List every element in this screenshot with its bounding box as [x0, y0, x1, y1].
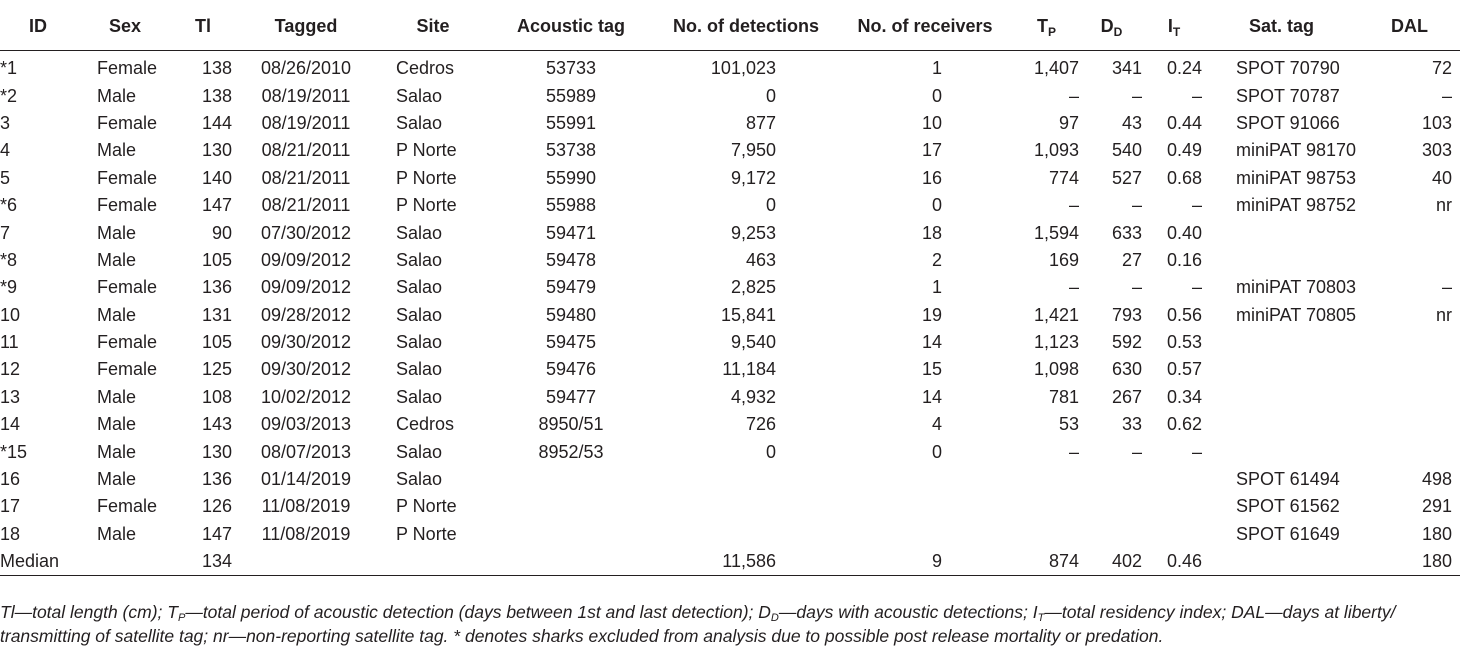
- cell-sat-tag: [1204, 329, 1359, 356]
- cell-dd: 633: [1111, 222, 1142, 243]
- cell-tagged-date: 07/30/2012: [260, 222, 352, 243]
- cell-tagged-date: 08/19/2011: [261, 85, 351, 106]
- cell-sat-tag: [1204, 219, 1359, 246]
- cell-detections: 101,023: [710, 58, 776, 79]
- cell-tp: 1,407: [1033, 58, 1079, 79]
- cell-sat-tag: [1204, 247, 1359, 274]
- cell-it: –: [1191, 195, 1202, 216]
- cell-dal: [1359, 247, 1460, 274]
- cell-it: [1144, 493, 1204, 520]
- cell-dal: 72: [1431, 58, 1452, 79]
- cell-id: 3: [0, 112, 11, 133]
- cell-id: 16: [0, 469, 21, 490]
- cell-total-length: 105: [201, 249, 232, 270]
- cell-tp: 1,093: [1033, 140, 1079, 161]
- cell-tp: –: [1068, 85, 1079, 106]
- cell-total-length: 108: [201, 386, 232, 407]
- cell-receivers: 1: [931, 58, 942, 79]
- cell-sex: Male: [97, 222, 137, 243]
- header-acoustic-tag: Acoustic tag: [486, 8, 656, 51]
- footnote-part-3: —days with acoustic detections; I: [778, 602, 1038, 622]
- table-row: [0, 411, 1460, 438]
- cell-id: *1: [0, 58, 18, 79]
- cell-it: 0.46: [1144, 548, 1204, 576]
- cell-it: –: [1191, 85, 1202, 106]
- cell-dd: 540: [1111, 140, 1142, 161]
- cell-it: 0.40: [1166, 222, 1202, 243]
- cell-detections: 877: [745, 112, 776, 133]
- cell-it: 0.44: [1166, 112, 1202, 133]
- cell-sex: Female: [97, 332, 158, 353]
- footnote-sub-2: D: [770, 612, 779, 624]
- cell-dal: [1359, 329, 1460, 356]
- table-row: [0, 438, 1460, 465]
- cell-detections: [656, 521, 836, 548]
- table-row: [0, 219, 1460, 246]
- cell-dd: 527: [1111, 167, 1142, 188]
- cell-dd: 341: [1111, 58, 1142, 79]
- cell-id: *9: [0, 277, 18, 298]
- cell-id: 7: [0, 222, 11, 243]
- header-site: Site: [380, 8, 486, 51]
- cell-id: 13: [0, 386, 21, 407]
- cell-site: P Norte: [396, 496, 457, 517]
- cell-receivers: 1: [931, 277, 942, 298]
- cell-sat-tag: SPOT 61649: [1236, 523, 1340, 544]
- cell-receivers: 16: [921, 167, 942, 188]
- cell-dal: 303: [1421, 140, 1452, 161]
- cell-site: Salao: [396, 222, 443, 243]
- cell-sex: Female: [97, 277, 158, 298]
- header-dd-main: D: [1100, 15, 1114, 36]
- cell-it: –: [1191, 277, 1202, 298]
- cell-it: 0.16: [1166, 249, 1202, 270]
- cell-dal: nr: [1435, 195, 1452, 216]
- cell-site: Cedros: [396, 414, 455, 435]
- cell-site: P Norte: [396, 195, 457, 216]
- cell-detections: [656, 493, 836, 520]
- table-row: [0, 137, 1460, 164]
- cell-id: 17: [0, 496, 21, 517]
- cell-receivers: 0: [931, 85, 942, 106]
- cell-dal: [1359, 219, 1460, 246]
- cell-acoustic-tag: [486, 521, 656, 548]
- cell-total-length: 125: [201, 359, 232, 380]
- cell-tagged-date: 09/03/2013: [260, 414, 352, 435]
- cell-dal: 103: [1421, 112, 1452, 133]
- cell-dd: 402: [1079, 548, 1144, 576]
- cell-detections: 9,172: [730, 167, 776, 188]
- cell-tp: 781: [1048, 386, 1079, 407]
- footnote-sub-3: T: [1037, 612, 1045, 624]
- cell-id: 10: [0, 304, 21, 325]
- cell-sex: Female: [97, 195, 158, 216]
- cell-dd: 793: [1111, 304, 1142, 325]
- cell-site: P Norte: [396, 140, 457, 161]
- cell-site: Salao: [396, 249, 443, 270]
- cell-acoustic-tag: 55991: [545, 112, 597, 133]
- cell-dd: –: [1131, 277, 1142, 298]
- cell-receivers: [836, 521, 1014, 548]
- cell-sat-tag: [1204, 411, 1359, 438]
- cell-site: Salao: [396, 332, 443, 353]
- cell-tagged-date: 08/21/2011: [261, 167, 351, 188]
- cell-tagged-date: 01/14/2019: [260, 469, 352, 490]
- header-it-sub: T: [1172, 24, 1181, 39]
- cell-dal: [1359, 356, 1460, 383]
- table-row: [0, 521, 1460, 548]
- cell-dd: 33: [1121, 414, 1142, 435]
- cell-sat-tag: miniPAT 70805: [1236, 304, 1357, 325]
- cell-dd: [1079, 493, 1144, 520]
- cell-total-length: 134: [174, 548, 232, 576]
- table-row: [0, 302, 1460, 329]
- cell-tp: –: [1068, 277, 1079, 298]
- cell-total-length: 143: [201, 414, 232, 435]
- cell-tp: 1,421: [1033, 304, 1079, 325]
- cell-it: 0.62: [1166, 414, 1202, 435]
- header-it-main: I: [1167, 15, 1173, 36]
- cell-receivers: 0: [931, 441, 942, 462]
- cell-acoustic-tag: [486, 466, 656, 493]
- cell-tagged-date: 09/30/2012: [260, 332, 352, 353]
- cell-tp: –: [1068, 441, 1079, 462]
- cell-sat-tag: miniPAT 70803: [1236, 277, 1357, 298]
- cell-it: 0.49: [1166, 140, 1202, 161]
- header-tp-main: T: [1036, 15, 1048, 36]
- cell-total-length: 130: [201, 140, 232, 161]
- table-row: [0, 493, 1460, 520]
- cell-tagged-date: 11/08/2019: [261, 523, 351, 544]
- cell-site: Salao: [396, 85, 443, 106]
- cell-dal: [1359, 411, 1460, 438]
- cell-tagged-date: [232, 548, 380, 576]
- cell-sat-tag: SPOT 70787: [1236, 85, 1340, 106]
- cell-receivers: 15: [921, 359, 942, 380]
- cell-receivers: 0: [931, 195, 942, 216]
- cell-dal: 40: [1431, 167, 1452, 188]
- cell-tp: –: [1068, 195, 1079, 216]
- cell-detections: [656, 466, 836, 493]
- table-footnote: [0, 600, 1455, 648]
- cell-tagged-date: 08/21/2011: [261, 140, 351, 161]
- header-it: [1144, 8, 1204, 51]
- header-dd-sub: D: [1113, 24, 1123, 39]
- cell-dd: 267: [1111, 386, 1142, 407]
- cell-tagged-date: 08/07/2013: [260, 441, 352, 462]
- cell-receivers: 4: [931, 414, 942, 435]
- cell-detections: 463: [745, 249, 776, 270]
- cell-dal: [1359, 438, 1460, 465]
- footnote-part-5: transmitting of satellite tag; nr—non-reporting satellite tag. * denotes sharks excluded from analysis due to possible post release mortality or predation.: [0, 626, 1164, 646]
- cell-it: 0.53: [1166, 332, 1202, 353]
- cell-tp: [1014, 521, 1079, 548]
- cell-receivers: 2: [931, 249, 942, 270]
- cell-tagged-date: 09/09/2012: [260, 249, 352, 270]
- cell-id: 14: [0, 414, 21, 435]
- cell-sat-tag: [1204, 384, 1359, 411]
- cell-tp: 1,123: [1033, 332, 1079, 353]
- cell-tp: 169: [1048, 249, 1079, 270]
- cell-acoustic-tag: 59475: [545, 332, 597, 353]
- cell-detections: 11,586: [656, 548, 836, 576]
- cell-id: *6: [0, 195, 18, 216]
- cell-detections: 9,540: [730, 332, 776, 353]
- cell-detections: 7,950: [730, 140, 776, 161]
- cell-sex: Female: [97, 359, 158, 380]
- cell-id: 18: [0, 523, 21, 544]
- cell-dal: –: [1441, 85, 1452, 106]
- cell-total-length: 144: [201, 112, 232, 133]
- cell-dal: nr: [1435, 304, 1452, 325]
- cell-receivers: 10: [921, 112, 942, 133]
- cell-dal: [1359, 384, 1460, 411]
- cell-sex: Male: [97, 441, 137, 462]
- cell-dd: 27: [1121, 249, 1142, 270]
- cell-sex: [76, 548, 174, 576]
- cell-total-length: 130: [201, 441, 232, 462]
- cell-tp: 1,594: [1033, 222, 1079, 243]
- cell-acoustic-tag: 59479: [545, 277, 597, 298]
- table-row: [0, 356, 1460, 383]
- cell-id: 12: [0, 359, 21, 380]
- cell-site: Salao: [396, 386, 443, 407]
- cell-detections: 0: [765, 85, 776, 106]
- cell-receivers: 14: [921, 386, 942, 407]
- cell-tagged-date: 08/21/2011: [261, 195, 351, 216]
- table-row: [0, 466, 1460, 493]
- median-row: [0, 548, 1460, 576]
- cell-sat-tag: SPOT 61494: [1236, 469, 1340, 490]
- cell-site: Salao: [396, 469, 443, 490]
- cell-dd: 592: [1111, 332, 1142, 353]
- cell-site: Cedros: [396, 58, 455, 79]
- footnote-part-1: Tl—total length (cm); T: [0, 602, 178, 622]
- footnote-part-2: —total period of acoustic detection (days between 1st and last detection); D: [185, 602, 771, 622]
- cell-dal: 498: [1421, 469, 1452, 490]
- table-row: [0, 247, 1460, 274]
- cell-id: 11: [0, 332, 19, 353]
- cell-receivers: [836, 466, 1014, 493]
- cell-total-length: 136: [201, 469, 232, 490]
- cell-dal: 180: [1421, 523, 1452, 544]
- cell-acoustic-tag: 8952/53: [538, 441, 604, 462]
- cell-it: [1144, 466, 1204, 493]
- cell-receivers: 14: [921, 332, 942, 353]
- cell-it: 0.56: [1166, 304, 1202, 325]
- cell-tagged-date: 08/26/2010: [260, 58, 352, 79]
- cell-site: Salao: [396, 304, 443, 325]
- cell-dal: 291: [1421, 496, 1452, 517]
- cell-sex: Male: [97, 140, 137, 161]
- cell-dd: 43: [1121, 112, 1142, 133]
- table-row: [0, 51, 1460, 83]
- header-sat-tag: Sat. tag: [1204, 8, 1359, 51]
- cell-total-length: 138: [201, 85, 232, 106]
- header-detections: No. of detections: [656, 8, 836, 51]
- cell-acoustic-tag: 59480: [545, 304, 597, 325]
- header-sex: Sex: [76, 8, 174, 51]
- shark-tagging-table: [0, 8, 1460, 576]
- cell-detections: 4,932: [730, 386, 776, 407]
- cell-acoustic-tag: 55990: [545, 167, 597, 188]
- cell-sat-tag: SPOT 91066: [1236, 112, 1340, 133]
- cell-acoustic-tag: 55988: [545, 195, 597, 216]
- cell-tp: 53: [1058, 414, 1079, 435]
- cell-sat-tag: miniPAT 98170: [1236, 140, 1357, 161]
- cell-it: [1144, 521, 1204, 548]
- cell-detections: 9,253: [730, 222, 776, 243]
- cell-dal: –: [1441, 277, 1452, 298]
- cell-dd: [1079, 521, 1144, 548]
- cell-site: P Norte: [396, 167, 457, 188]
- cell-dd: –: [1131, 85, 1142, 106]
- cell-site: [380, 548, 486, 576]
- table-row: [0, 110, 1460, 137]
- cell-site: P Norte: [396, 523, 457, 544]
- cell-acoustic-tag: 55989: [545, 85, 597, 106]
- cell-tagged-date: 09/09/2012: [260, 277, 352, 298]
- cell-tagged-date: 09/30/2012: [260, 359, 352, 380]
- cell-acoustic-tag: 8950/51: [538, 414, 604, 435]
- header-total-length: Tl: [174, 8, 232, 51]
- cell-receivers: 17: [921, 140, 942, 161]
- cell-tp: 1,098: [1033, 359, 1079, 380]
- cell-tp: 97: [1058, 112, 1079, 133]
- cell-sat-tag: miniPAT 98752: [1236, 195, 1357, 216]
- cell-detections: 2,825: [730, 277, 776, 298]
- cell-tp: [1014, 466, 1079, 493]
- table-header-row: [0, 8, 1460, 51]
- cell-id: 4: [0, 140, 11, 161]
- cell-tagged-date: 11/08/2019: [261, 496, 351, 517]
- cell-sex: Male: [97, 386, 137, 407]
- cell-site: Salao: [396, 277, 443, 298]
- cell-tp: 774: [1048, 167, 1079, 188]
- cell-acoustic-tag: 53738: [545, 140, 597, 161]
- header-dd: [1079, 8, 1144, 51]
- cell-sex: Male: [97, 304, 137, 325]
- cell-sat-tag: SPOT 70790: [1236, 58, 1340, 79]
- cell-sex: Male: [97, 523, 137, 544]
- cell-sat-tag: [1204, 438, 1359, 465]
- cell-total-length: 126: [201, 496, 232, 517]
- cell-sex: Male: [97, 85, 137, 106]
- cell-dd: 630: [1111, 359, 1142, 380]
- cell-acoustic-tag: 53733: [545, 58, 597, 79]
- cell-site: Salao: [396, 359, 443, 380]
- cell-tp: 874: [1014, 548, 1079, 576]
- cell-sex: Female: [97, 167, 158, 188]
- cell-id: Median: [0, 548, 76, 576]
- cell-receivers: 18: [921, 222, 942, 243]
- cell-receivers: 19: [921, 304, 942, 325]
- table-body: [0, 51, 1460, 576]
- cell-detections: 0: [765, 441, 776, 462]
- cell-detections: 726: [745, 414, 776, 435]
- cell-sex: Female: [97, 112, 158, 133]
- cell-id: *8: [0, 249, 18, 270]
- footnote-sub-1: P: [177, 612, 186, 624]
- cell-tagged-date: 09/28/2012: [260, 304, 352, 325]
- cell-sat-tag: [1204, 356, 1359, 383]
- cell-dd: [1079, 466, 1144, 493]
- cell-id: 5: [0, 167, 11, 188]
- cell-sex: Female: [97, 58, 158, 79]
- cell-id: *2: [0, 85, 18, 106]
- header-dal: DAL: [1359, 8, 1460, 51]
- cell-it: 0.24: [1166, 58, 1202, 79]
- cell-acoustic-tag: [486, 548, 656, 576]
- cell-total-length: 147: [201, 195, 232, 216]
- cell-total-length: 140: [201, 167, 232, 188]
- cell-id: *15: [0, 441, 28, 462]
- cell-total-length: 131: [201, 304, 232, 325]
- cell-sex: Male: [97, 249, 137, 270]
- cell-total-length: 90: [211, 222, 232, 243]
- header-receivers: No. of receivers: [836, 8, 1014, 51]
- cell-detections: 11,184: [722, 359, 776, 380]
- footnote-part-4: —total residency index; DAL—days at liberty/: [1044, 602, 1396, 622]
- cell-it: 0.57: [1166, 359, 1202, 380]
- cell-sex: Male: [97, 414, 137, 435]
- cell-total-length: 136: [201, 277, 232, 298]
- cell-sat-tag: SPOT 61562: [1236, 496, 1340, 517]
- cell-receivers: [836, 493, 1014, 520]
- cell-total-length: 138: [201, 58, 232, 79]
- cell-sat-tag: miniPAT 98753: [1236, 167, 1357, 188]
- cell-dal: 180: [1359, 548, 1460, 576]
- cell-it: 0.68: [1166, 167, 1202, 188]
- table-row: [0, 165, 1460, 192]
- table-row: [0, 384, 1460, 411]
- cell-tp: [1014, 493, 1079, 520]
- cell-acoustic-tag: 59477: [545, 386, 597, 407]
- table-row: [0, 82, 1460, 109]
- cell-it: 0.34: [1166, 386, 1202, 407]
- cell-acoustic-tag: 59471: [545, 222, 597, 243]
- cell-dd: –: [1131, 195, 1142, 216]
- header-tp-sub: P: [1047, 24, 1056, 39]
- cell-total-length: 105: [201, 332, 232, 353]
- cell-sex: Female: [97, 496, 158, 517]
- cell-tagged-date: 10/02/2012: [260, 386, 352, 407]
- cell-total-length: 147: [201, 523, 232, 544]
- cell-sat-tag: [1204, 548, 1359, 576]
- cell-receivers: 9: [836, 548, 1014, 576]
- cell-site: Salao: [396, 112, 443, 133]
- cell-tagged-date: 08/19/2011: [261, 112, 351, 133]
- cell-acoustic-tag: 59478: [545, 249, 597, 270]
- cell-detections: 0: [765, 195, 776, 216]
- table-row: [0, 274, 1460, 301]
- cell-acoustic-tag: [486, 493, 656, 520]
- cell-acoustic-tag: 59476: [545, 359, 597, 380]
- table-row: [0, 329, 1460, 356]
- cell-dd: –: [1131, 441, 1142, 462]
- header-id: ID: [0, 8, 76, 51]
- cell-detections: 15,841: [720, 304, 776, 325]
- header-tagged: Tagged: [232, 8, 380, 51]
- table-row: [0, 192, 1460, 219]
- cell-it: –: [1191, 441, 1202, 462]
- cell-sex: Male: [97, 469, 137, 490]
- cell-site: Salao: [396, 441, 443, 462]
- header-tp: [1014, 8, 1079, 51]
